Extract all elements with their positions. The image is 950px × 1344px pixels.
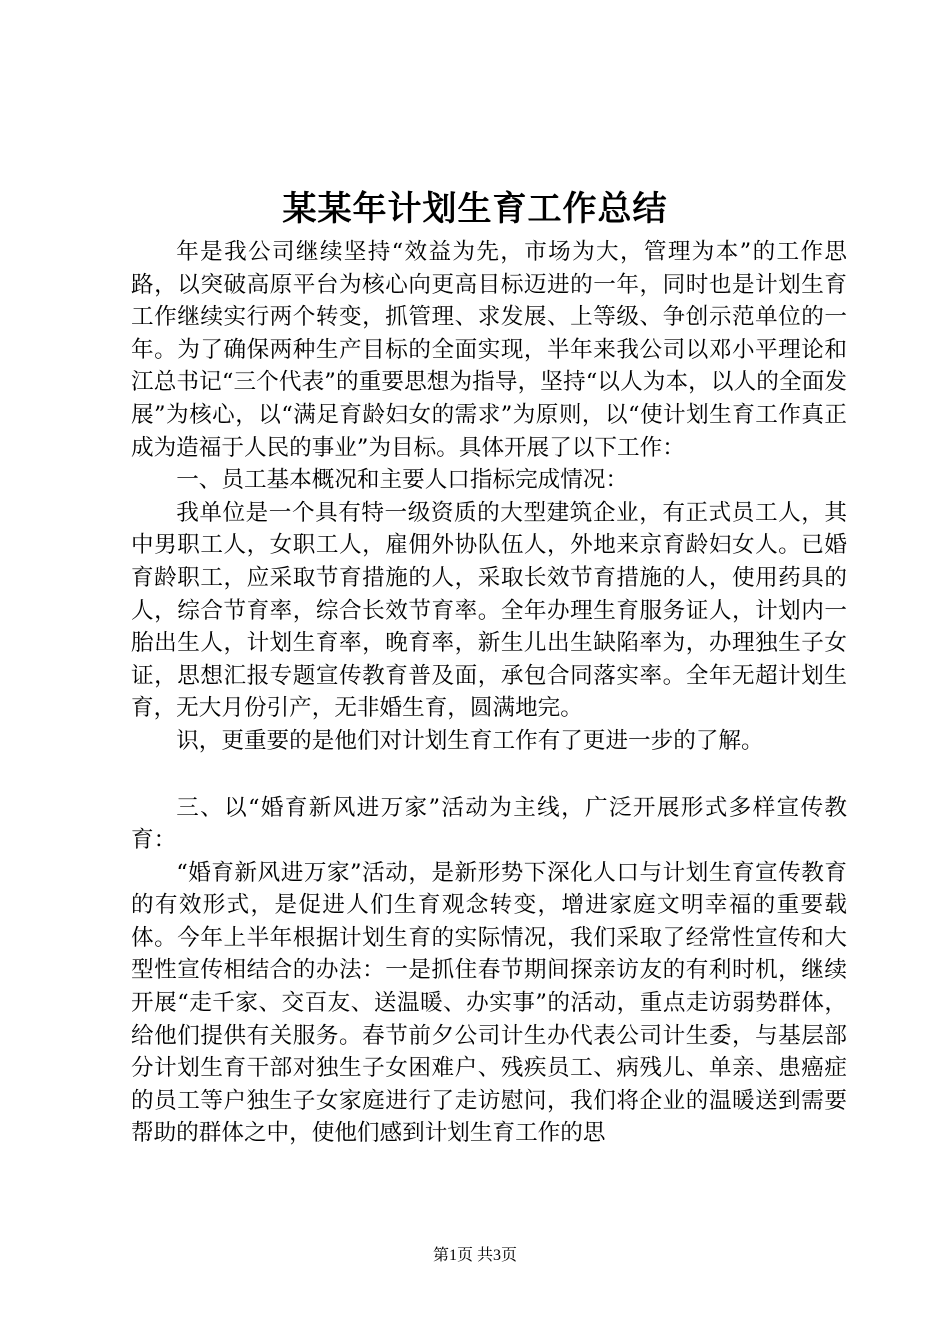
paragraph-section-heading-3: 三、以“婚育新风进万家”活动为主线，广泛开展形式多样宣传教育： [131, 794, 847, 854]
paragraph-intro: 年是我公司继续坚持“效益为先，市场为大，管理为本”的工作思路，以突破高原平台为核心向更高目标迈进的一年，同时也是计划生育工作继续实行两个转变，抓管理、求发展、上等级、争创示范单位的一年。为了确保两种生产目标的全面实现，半年来我公司以邓小平理论和江总书记“三个代表”的重要思想为指导，坚持“以人为本，以人的全面发展”为核心，以“满足育龄妇女的需求”为原则，以“使计划生育工作真正成为造福于人民的事业”为目标。具体开展了以下工作： [131, 239, 847, 461]
paragraph-staff-overview: 我单位是一个具有特一级资质的大型建筑企业，有正式员工人，其中男职工人，女职工人，雇佣外协队伍人，外地来京育龄妇女人。已婚育龄职工，应采取节育措施的人，采取长效节育措施的人，使用药具的人，综合节育率，综合长效节育率。全年办理生育服务证人，计划内一胎出生人，计划生育率，晚育率，新生儿出生缺陷率为，办理独生子女证，思想汇报专题宣传教育普及面，承包合同落实率。全年无超计划生育，无大月份引产，无非婚生育，圆满地完。 [131, 499, 847, 722]
paragraph-campaign: “婚育新风进万家”活动，是新形势下深化人口与计划生育宣传教育的有效形式，是促进人们生育观念转变，增进家庭文明幸福的重要载体。今年上半年根据计划生育的实际情况，我们采取了经常性宣传和大型性宣传相结合的办法：一是抓住春节期间探亲访友的有利时机，继续开展“走千家、交百友、送温暖、办实事”的活动，重点走访弱势群体，给他们提供有关服务。春节前夕公司计生办代表公司计生委，与基层部分计划生育干部对独生子女困难户、残疾员工、病残儿、单亲、患癌症的员工等户独生子女家庭进行了走访慰问，我们将企业的温暖送到需要帮助的群体之中，使他们感到计划生育工作的思 [131, 859, 847, 1147]
page-number-footer: 第1页 共3页 [432, 1247, 517, 1264]
paragraph-understanding: 识，更重要的是他们对计划生育工作有了更进一步的了解。 [176, 727, 764, 754]
paragraph-section-heading-1: 一、员工基本概况和主要人口指标完成情况： [176, 467, 629, 494]
document-body [131, 236, 847, 1150]
paragraph-gap [131, 758, 847, 792]
document-title: 某某年计划生育工作总结 [282, 189, 668, 229]
